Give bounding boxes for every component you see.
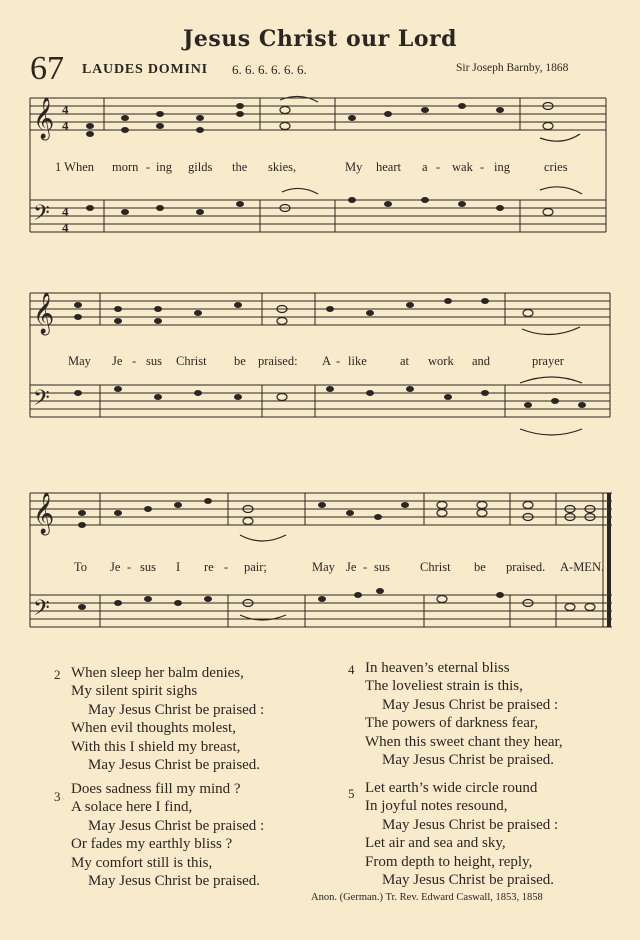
verse-number: 5	[348, 786, 355, 801]
verse-line: A solace here I find,	[71, 799, 193, 816]
verse-line: From depth to height, reply,	[365, 853, 533, 870]
verse-line: With this I shield my breast,	[71, 738, 241, 755]
lyric-syllable: I	[176, 560, 181, 574]
verse-line: May Jesus Christ be praised :	[382, 816, 559, 833]
verse-line: May Jesus Christ be praised :	[382, 696, 559, 713]
verse-line: Or fades my earthly bliss ?	[71, 836, 233, 853]
verse-number: 2	[54, 667, 61, 682]
lyric-syllable: -	[363, 560, 368, 574]
lyric-syllable: re	[204, 560, 214, 574]
svg-text:4: 4	[62, 204, 69, 219]
lyric-syllable: Christ	[420, 560, 451, 574]
lyric-syllable: -	[127, 560, 132, 574]
verse-line: Let earth’s wide circle round	[365, 780, 538, 796]
lyric-syllable: -	[132, 354, 137, 368]
lyric-syllable: My	[345, 160, 363, 174]
hymn-number: 67	[30, 50, 64, 87]
lyric-syllable: be	[474, 560, 486, 574]
verse-2	[54, 664, 314, 774]
svg-text:4: 4	[62, 102, 69, 117]
svg-text:4: 4	[62, 118, 69, 133]
verse-line: My comfort still is this,	[71, 854, 213, 871]
lyric-syllable: A-MEN.	[560, 560, 605, 574]
lyric-syllable: To	[74, 560, 88, 574]
verse-line: May Jesus Christ be praised.	[382, 752, 555, 769]
lyric-syllable: cries	[544, 160, 568, 174]
verse-line: May Jesus Christ be praised.	[88, 757, 261, 774]
lyric-syllable: A	[322, 354, 332, 368]
verse-line: Let air and sea and sky,	[365, 835, 506, 852]
svg-text:𝄢: 𝄢	[33, 201, 50, 230]
verse-line: When this sweet chant they hear,	[365, 733, 563, 750]
composer: Sir Joseph Barnby, 1868	[456, 62, 569, 74]
lyric-syllable: skies,	[268, 160, 297, 174]
verse-line: The loveliest strain is this,	[365, 678, 523, 695]
verse-line: When evil thoughts molest,	[71, 720, 236, 737]
verse-line: In joyful notes resound,	[365, 798, 508, 815]
svg-text:𝄢: 𝄢	[33, 386, 50, 415]
lyric-syllable: Je	[110, 560, 121, 574]
lyric-syllable: pair;	[244, 560, 267, 574]
verse-3	[54, 780, 314, 890]
lyric-syllable: May	[68, 354, 91, 368]
verse-line: Does sadness fill my mind ?	[71, 781, 241, 797]
lyric-syllable: ing	[156, 160, 172, 174]
lyric-syllable: 1 When	[55, 160, 94, 174]
verse-line: May Jesus Christ be praised :	[88, 817, 265, 834]
text-credits: Anon. (German.) Tr. Rev. Edward Caswall, 1853, 1858	[311, 892, 543, 903]
verse-line: May Jesus Christ be praised.	[382, 872, 555, 889]
verse-4	[348, 659, 618, 769]
hymn-title: Jesus Christ our Lord	[182, 26, 458, 52]
lyric-syllable: work	[428, 354, 454, 368]
svg-text:𝄞: 𝄞	[33, 293, 55, 333]
verse-line: May Jesus Christ be praised.	[88, 873, 261, 890]
lyric-syllable: at	[400, 354, 410, 368]
lyric-syllable: wak	[452, 160, 473, 174]
verse-number: 3	[54, 789, 61, 804]
svg-text:𝄢: 𝄢	[33, 596, 50, 625]
lyric-syllable: Je	[346, 560, 357, 574]
lyric-syllable: gilds	[188, 160, 213, 174]
lyric-line-1	[0, 160, 640, 176]
lyric-syllable: sus	[146, 354, 162, 368]
lyric-syllable: be	[234, 354, 246, 368]
lyric-syllable: -	[436, 160, 441, 174]
lyric-syllable: a	[422, 160, 428, 174]
verse-line: The powers of darkness fear,	[365, 715, 539, 732]
lyric-syllable: ing	[494, 160, 510, 174]
lyric-syllable: May	[312, 560, 335, 574]
tune-name: LAUDES DOMINI	[82, 62, 208, 77]
lyric-syllable: the	[232, 160, 248, 174]
lyric-syllable: praised:	[258, 354, 298, 368]
verse-line: In heaven’s eternal bliss	[365, 660, 510, 676]
lyric-syllable: sus	[374, 560, 390, 574]
svg-text:4: 4	[62, 220, 69, 235]
verse-5	[348, 779, 618, 889]
lyric-syllable: morn	[112, 160, 139, 174]
lyric-syllable: heart	[376, 160, 401, 174]
lyric-syllable: Christ	[176, 354, 207, 368]
lyric-line-2	[0, 354, 640, 370]
lyric-syllable: -	[146, 160, 151, 174]
lyric-syllable: like	[348, 354, 367, 368]
verse-line: May Jesus Christ be praised :	[88, 701, 265, 718]
verse-line: When sleep her balm denies,	[71, 665, 244, 681]
lyric-syllable: Je	[112, 354, 123, 368]
meter: 6. 6. 6. 6. 6. 6.	[232, 62, 307, 77]
lyric-syllable: -	[224, 560, 229, 574]
lyric-syllable: prayer	[532, 354, 564, 368]
lyric-syllable: praised.	[506, 560, 546, 574]
verse-line: My silent spirit sighs	[71, 683, 198, 700]
svg-text:𝄞: 𝄞	[33, 493, 55, 533]
verse-number: 4	[348, 662, 355, 677]
lyric-syllable: -	[480, 160, 485, 174]
lyric-syllable: -	[336, 354, 341, 368]
lyric-line-3	[0, 560, 640, 576]
lyric-syllable: sus	[140, 560, 156, 574]
lyric-syllable: and	[472, 354, 491, 368]
svg-text:𝄞: 𝄞	[33, 98, 55, 138]
